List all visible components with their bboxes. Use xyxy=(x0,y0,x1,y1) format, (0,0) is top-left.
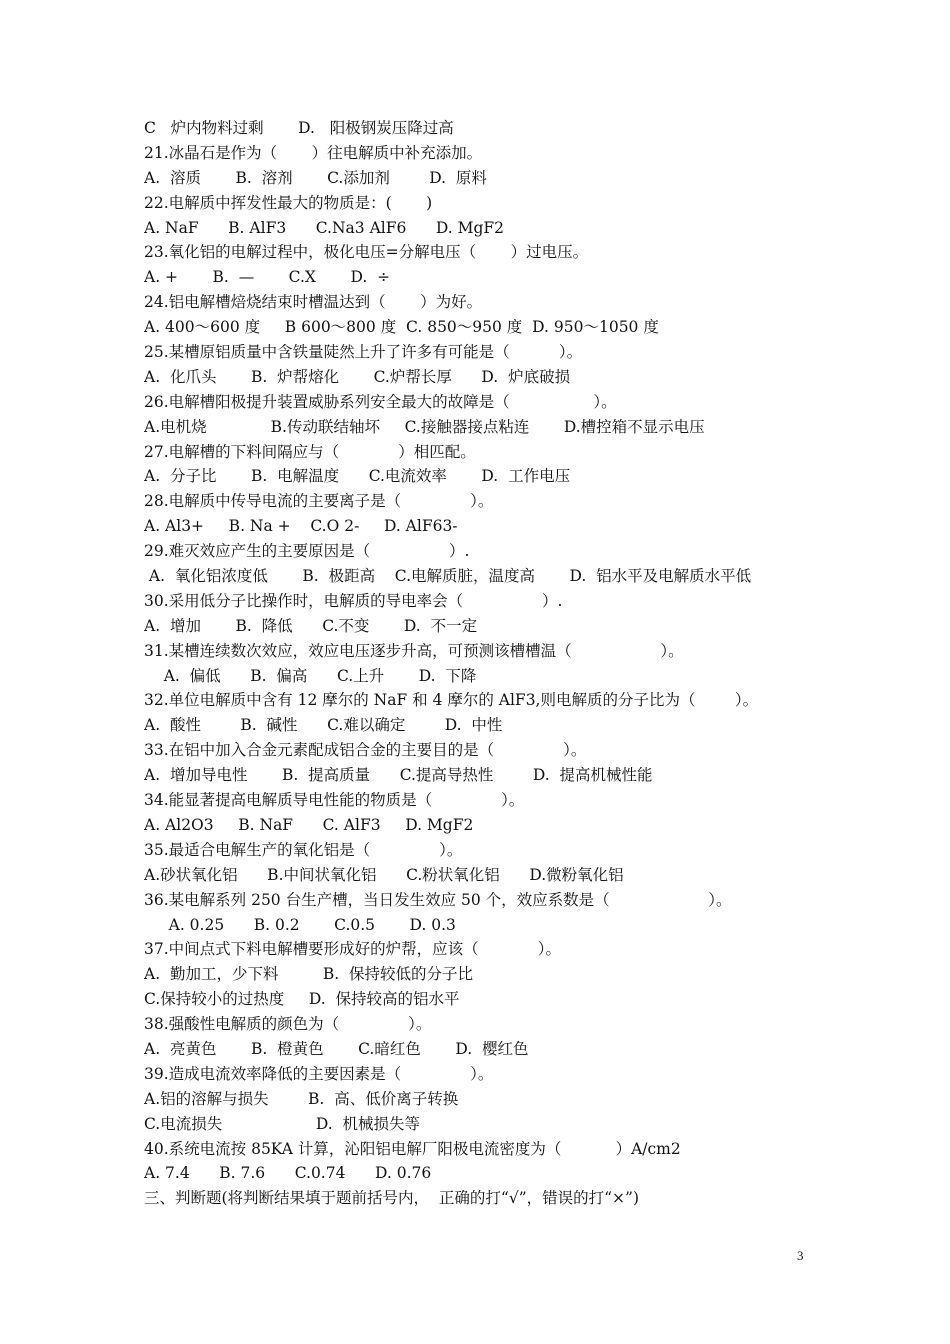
text-line: C.保持较小的过热度 D. 保持较高的铝水平 xyxy=(144,990,460,1009)
text-line: A. Al3+ B. Na + C.O 2- D. AlF63- xyxy=(144,517,458,536)
text-line: A. + B. — C.X D. ÷ xyxy=(144,268,391,287)
text-line: 36.某电解系列 250 台生产槽，当日发生效应 50 个，效应系数是（ ）。 xyxy=(144,890,732,909)
text-line: A. 偏低 B. 偏高 C.上升 D. 下降 xyxy=(144,666,477,685)
text-line: A. 7.4 B. 7.6 C.0.74 D. 0.76 xyxy=(144,1164,432,1183)
text-line: 37.中间点式下料电解槽要形成好的炉帮，应该（ ）。 xyxy=(144,940,562,959)
text-line: 40.系统电流按 85KA 计算，沁阳铝电解厂阳极电流密度为（ ）A/cm2 xyxy=(144,1139,681,1158)
text-line: 21.冰晶石是作为（ ）往电解质中补充添加。 xyxy=(144,143,483,162)
text-line: A. 氧化铝浓度低 B. 极距高 C.电解质脏，温度高 D. 铝水平及电解质水平低 xyxy=(144,567,752,586)
text-line: A. 增加 B. 降低 C.不变 D. 不一定 xyxy=(144,616,478,635)
question-list xyxy=(144,116,834,1211)
page-number: 3 xyxy=(797,1248,804,1263)
text-line: 23.氧化铝的电解过程中，极化电压=分解电压（ ）过电压。 xyxy=(144,243,589,262)
text-line: 29.难灭效应产生的主要原因是（ ）. xyxy=(144,542,470,561)
text-line: A. 亮黄色 B. 橙黄色 C.暗红色 D. 樱红色 xyxy=(144,1039,529,1058)
text-line: A. 400～600 度 B 600～800 度 C. 850～950 度 D. 950～1050 度 xyxy=(144,318,659,337)
text-line: 三、判断题(将判断结果填于题前括号内， 正确的打“√”，错误的打“×”) xyxy=(144,1189,640,1208)
text-line: 38.强酸性电解质的颜色为（ ）。 xyxy=(144,1015,432,1034)
text-line: A. NaF B. AlF3 C.Na3 AlF6 D. MgF2 xyxy=(144,218,505,237)
text-line: C.电流损失 D. 机械损失等 xyxy=(144,1114,421,1133)
text-line: 35.最适合电解生产的氧化铝是（ ）。 xyxy=(144,840,463,859)
text-line: 24.铝电解槽焙烧结束时槽温达到（ ）为好。 xyxy=(144,293,483,312)
text-line: 39.造成电流效率降低的主要因素是（ ）。 xyxy=(144,1064,494,1083)
text-line: A. 酸性 B. 碱性 C.难以确定 D. 中性 xyxy=(144,716,503,735)
text-line: A. 化爪头 B. 炉帮熔化 C.炉帮长厚 D. 炉底破损 xyxy=(144,367,571,386)
text-line: 26.电解槽阳极提升装置威胁系列安全最大的故障是（ ）。 xyxy=(144,392,617,411)
text-line: A.铝的溶解与损失 B. 高、低价离子转换 xyxy=(144,1089,459,1108)
text-line: A. 0.25 B. 0.2 C.0.5 D. 0.3 xyxy=(144,915,456,934)
text-line: A. 勤加工，少下料 B. 保持较低的分子比 xyxy=(144,965,473,984)
text-line: A. Al2O3 B. NaF C. AlF3 D. MgF2 xyxy=(144,815,474,834)
text-line: 25.某槽原铝质量中含铁量陡然上升了许多有可能是（ ）。 xyxy=(144,343,583,362)
text-line: 22.电解质中挥发性最大的物质是：( ) xyxy=(144,193,433,212)
text-line: 32.单位电解质中含有 12 摩尔的 NaF 和 4 摩尔的 AlF3,则电解质的分子比为（ ）。 xyxy=(144,691,759,710)
text-line: 27.电解槽的下料间隔应与（ ）相匹配。 xyxy=(144,442,476,461)
text-line: 34.能显著提高电解质导电性能的物质是（ ）。 xyxy=(144,791,525,810)
text-line: 33.在铝中加入合金元素配成铝合金的主要目的是（ ）。 xyxy=(144,741,587,760)
text-line: 28.电解质中传导电流的主要离子是（ ）。 xyxy=(144,492,494,511)
text-line: A. 溶质 B. 溶剂 C.添加剂 D. 原料 xyxy=(144,168,487,187)
text-line: 31.某槽连续数次效应，效应电压逐步升高，可预测该槽槽温（ ）。 xyxy=(144,641,684,660)
text-line: A. 分子比 B. 电解温度 C.电流效率 D. 工作电压 xyxy=(144,467,571,486)
text-line: C 炉内物料过剩 D. 阳极钢炭压降过高 xyxy=(144,119,454,137)
text-line: 30.采用低分子比操作时，电解质的导电率会（ ）. xyxy=(144,591,563,610)
text-line: A. 增加导电性 B. 提高质量 C.提高导热性 D. 提高机械性能 xyxy=(144,766,653,785)
text-line: A.砂状氧化铝 B.中间状氧化铝 C.粉状氧化铝 D.微粉氧化铝 xyxy=(144,865,624,884)
text-line: A.电机烧 B.传动联结轴坏 C.接触器接点粘连 D.槽控箱不显示电压 xyxy=(144,417,705,436)
